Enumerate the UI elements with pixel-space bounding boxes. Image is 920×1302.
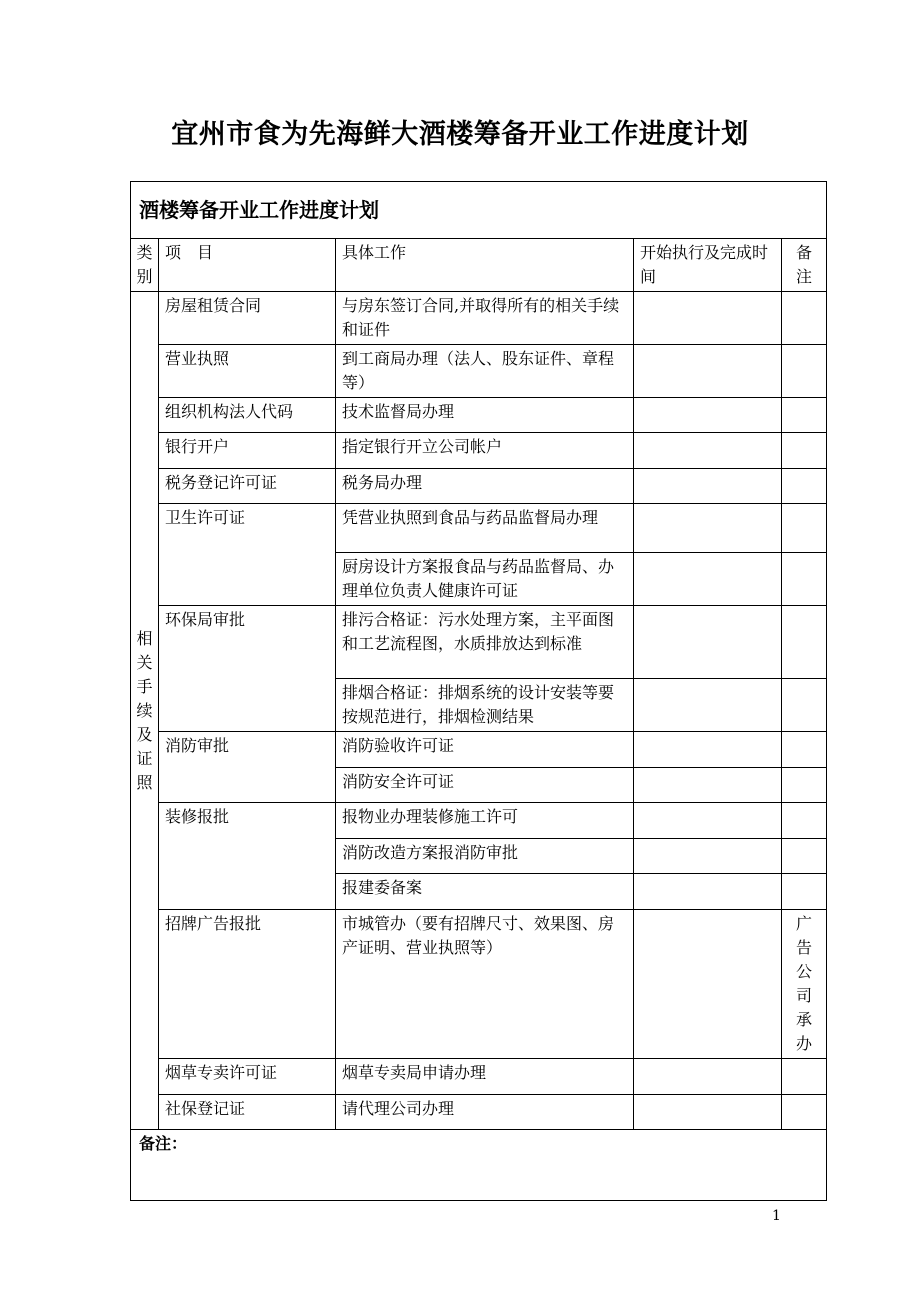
remark-cell: 广告公司承办 — [782, 910, 827, 1059]
work-cell: 消防改造方案报消防审批 — [336, 839, 634, 874]
table-row — [131, 1095, 827, 1130]
work-schedule-table — [130, 181, 827, 1201]
remark-cell — [782, 839, 827, 874]
item-cell: 招牌广告报批 — [159, 910, 336, 1059]
footer-remark: 备注： — [131, 1130, 827, 1201]
schedule-cell — [634, 553, 782, 606]
remark-cell — [782, 606, 827, 679]
schedule-cell — [634, 1059, 782, 1095]
work-cell: 报建委备案 — [336, 874, 634, 910]
table-row — [131, 1059, 827, 1095]
remark-cell — [782, 803, 827, 839]
item-cell: 社保登记证 — [159, 1095, 336, 1130]
schedule-cell — [634, 606, 782, 679]
item-cell: 组织机构法人代码 — [159, 398, 336, 433]
remark-cell — [782, 874, 827, 910]
work-cell: 市城管办（要有招牌尺寸、效果图、房产证明、营业执照等） — [336, 910, 634, 1059]
schedule-cell — [634, 504, 782, 553]
header-remark: 备注 — [782, 239, 827, 292]
work-cell: 厨房设计方案报食品与药品监督局、办理单位负责人健康许可证 — [336, 553, 634, 606]
category-label: 相关手续及证照 — [136, 628, 153, 792]
header-schedule: 开始执行及完成时间 — [634, 239, 782, 292]
table-row — [131, 606, 827, 679]
table-row — [131, 469, 827, 504]
item-cell: 房屋租赁合同 — [159, 292, 336, 345]
remark-cell — [782, 553, 827, 606]
schedule-cell — [634, 768, 782, 803]
remark-cell — [782, 345, 827, 398]
remark-cell — [782, 732, 827, 768]
work-cell: 烟草专卖局申请办理 — [336, 1059, 634, 1095]
work-cell: 凭营业执照到食品与药品监督局办理 — [336, 504, 634, 553]
item-cell: 环保局审批 — [159, 606, 336, 732]
document-title: 宜州市食为先海鲜大酒楼筹备开业工作进度计划 — [171, 119, 749, 150]
item-cell: 装修报批 — [159, 803, 336, 910]
table-row — [131, 345, 827, 398]
schedule-cell — [634, 433, 782, 469]
remark-cell — [782, 504, 827, 553]
schedule-cell — [634, 398, 782, 433]
table-footer-row — [131, 1130, 827, 1201]
table-row — [131, 732, 827, 768]
remark-cell — [782, 433, 827, 469]
work-cell: 与房东签订合同,并取得所有的相关手续和证件 — [336, 292, 634, 345]
remark-cell — [782, 679, 827, 732]
item-cell: 营业执照 — [159, 345, 336, 398]
category-cell — [131, 292, 159, 1130]
table-row — [131, 398, 827, 433]
schedule-cell — [634, 839, 782, 874]
table-header-row — [131, 239, 827, 292]
table-caption: 酒楼筹备开业工作进度计划 — [131, 182, 827, 239]
item-cell: 烟草专卖许可证 — [159, 1059, 336, 1095]
work-cell: 指定银行开立公司帐户 — [336, 433, 634, 469]
work-cell: 排烟合格证：排烟系统的设计安装等要按规范进行，排烟检测结果 — [336, 679, 634, 732]
remark-cell — [782, 1095, 827, 1130]
item-cell: 银行开户 — [159, 433, 336, 469]
table-row — [131, 910, 827, 1059]
page-number: 1 — [772, 1208, 781, 1224]
table-row — [131, 433, 827, 469]
work-cell: 消防验收许可证 — [336, 732, 634, 768]
table-caption-row — [131, 182, 827, 239]
remark-cell — [782, 292, 827, 345]
work-cell: 到工商局办理（法人、股东证件、章程等） — [336, 345, 634, 398]
work-cell: 报物业办理装修施工许可 — [336, 803, 634, 839]
remark-cell — [782, 1059, 827, 1095]
header-category: 类别 — [131, 239, 159, 292]
work-cell: 排污合格证：污水处理方案，主平面图和工艺流程图，水质排放达到标准 — [336, 606, 634, 679]
remark-cell — [782, 398, 827, 433]
schedule-cell — [634, 469, 782, 504]
table-row — [131, 803, 827, 839]
item-cell: 税务登记许可证 — [159, 469, 336, 504]
schedule-cell — [634, 1095, 782, 1130]
schedule-cell — [634, 345, 782, 398]
work-cell: 消防安全许可证 — [336, 768, 634, 803]
schedule-cell — [634, 679, 782, 732]
header-work: 具体工作 — [336, 239, 634, 292]
remark-cell — [782, 469, 827, 504]
schedule-cell — [634, 874, 782, 910]
schedule-cell — [634, 732, 782, 768]
schedule-cell — [634, 910, 782, 1059]
remark-cell — [782, 768, 827, 803]
work-cell: 税务局办理 — [336, 469, 634, 504]
table-row — [131, 504, 827, 553]
item-cell: 卫生许可证 — [159, 504, 336, 606]
item-cell: 消防审批 — [159, 732, 336, 803]
work-cell: 技术监督局办理 — [336, 398, 634, 433]
header-item: 项 目 — [159, 239, 336, 292]
work-cell: 请代理公司办理 — [336, 1095, 634, 1130]
table-row — [131, 292, 827, 345]
schedule-cell — [634, 292, 782, 345]
schedule-cell — [634, 803, 782, 839]
